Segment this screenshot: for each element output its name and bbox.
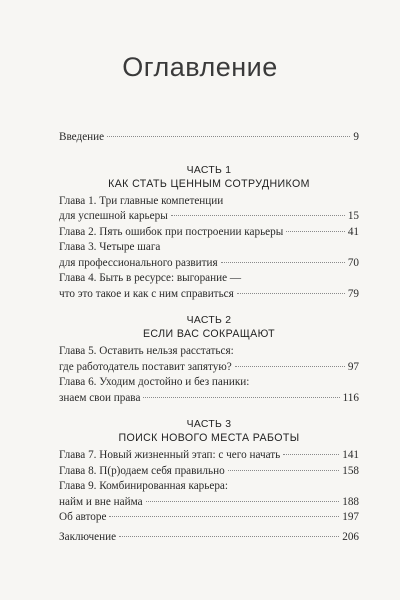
entry-label-line-1: Глава 6. Уходим достойно и без паники: [59,376,250,388]
part-2-number: ЧАСТЬ 2 [186,315,232,326]
toc-entry-chapter-8[interactable] [59,464,359,480]
dot-leader [237,293,345,294]
dot-leader [143,397,339,398]
entry-page-number: 197 [342,511,359,523]
part-3-title: ПОИСК НОВОГО МЕСТА РАБОТЫ [118,432,300,444]
table-of-contents [59,130,359,545]
dot-leader [119,536,339,537]
entry-label: Глава 7. Новый жизненный этап: с чего начать [59,449,281,461]
entry-page-number: 79 [347,287,359,300]
entry-page-number: 158 [342,464,359,477]
dot-leader [171,215,345,216]
entry-label: Об авторе [59,511,107,523]
toc-entry-introduction[interactable] [59,130,359,146]
entry-label-line-2: что это такое и как с ним справиться [59,287,234,300]
entry-page-number: 188 [342,495,359,508]
dot-leader [221,262,345,263]
toc-entry-chapter-7[interactable] [59,448,359,464]
dot-leader [107,136,350,137]
dot-leader [228,470,340,471]
entry-label-line-2: знаем свои права [59,391,141,404]
part-2-title: ЕСЛИ ВАС СОКРАЩАЮТ [142,328,276,340]
entry-label-line-1: Глава 5. Оставить нельзя расстаться: [59,345,234,357]
toc-entry-chapter-2[interactable] [59,225,359,241]
dot-leader [283,454,339,455]
entry-page-number: 116 [342,391,359,404]
dot-leader [286,231,345,232]
entry-label: Введение [59,131,105,143]
entry-page-number: 70 [347,256,359,269]
entry-label-line-1: Глава 3. Четыре шага [59,241,161,253]
entry-page-number: 15 [347,210,359,222]
part-1-number: ЧАСТЬ 1 [186,164,232,176]
part-3-number: ЧАСТЬ 3 [186,419,232,430]
entry-label-line-2: для успешной карьеры [59,210,168,222]
entry-label-line-2: найм и вне найма [59,495,143,508]
dot-leader [235,366,345,367]
toc-entry-chapter-1[interactable] [59,194,359,225]
dot-leader [109,516,339,517]
entry-label: Глава 8. П(р)одаем себя правильно [59,464,225,477]
entry-page-number: 9 [353,131,359,143]
part-1-title: КАК СТАТЬ ЦЕННЫМ СОТРУДНИКОМ [108,177,310,190]
entry-label-line-1: Глава 4. Быть в ресурсе: выгорание — [59,272,242,284]
toc-entry-conclusion[interactable] [59,530,359,546]
entry-label: Глава 2. Пять ошибок при построении карьеры [59,225,284,238]
dot-leader [146,501,340,502]
entry-page-number: 206 [342,530,359,543]
entry-label-line-1: Глава 9. Комбинированная карьера: [59,480,229,492]
entry-page-number: 141 [342,449,359,461]
toc-entry-chapter-6[interactable] [59,375,359,406]
toc-entry-chapter-5[interactable] [59,344,359,375]
page-title: Оглавление [122,52,278,82]
entry-label: Заключение [59,530,117,543]
toc-entry-chapter-3[interactable] [59,240,359,271]
entry-label-line-2: для профессионального развития [59,256,218,269]
entry-label-line-2: где работодатель поставит запятую? [59,360,232,373]
toc-entry-chapter-4[interactable] [59,271,359,302]
entry-page-number: 97 [347,360,359,373]
entry-label-line-1: Глава 1. Три главные компетенции [59,194,224,207]
toc-entry-chapter-9[interactable] [59,479,359,510]
toc-entry-about-author[interactable] [59,510,359,526]
entry-page-number: 41 [347,225,359,238]
